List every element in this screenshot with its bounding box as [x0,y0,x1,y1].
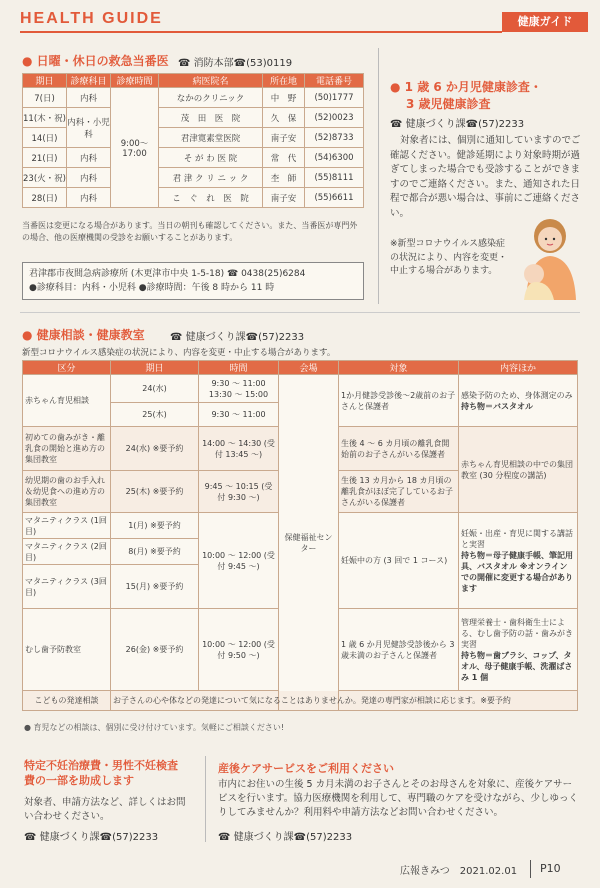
checkup-covid-note: ※新型コロナウイルス感染症の状況により、内容を変更・中止する場合があります。 [390,239,508,276]
table-row: マタニティクラス (2回目) 8(月) ※要予約 [23,539,578,565]
postnatal-body: 市内にお住いの生後 5 カ月未満のお子さんとそのお母さんを対象に、産後ケアサービスを行います。協力医療機関を利用して、専門職のケアを受けながら、少しゆっくりしてみませんか？利用料や申請方法などお問い合わせください。 [218,779,578,818]
night-clinic-box [22,262,364,300]
postnatal-title: 産後ケアサービスをご利用ください [218,762,394,775]
emergency-row: 23(火・祝) 内科 君 津 ク リ ニ ッ ク 杢 師 (55)8111 [23,168,364,188]
footer-divider [530,860,531,878]
page-number: P10 [540,862,561,875]
bottom-divider [205,756,206,842]
postnatal-phone: ☎ 健康づくり課☎(57)2233 [218,832,353,843]
emergency-table [22,73,364,208]
checkup-body: 対象者には、個別に通知していますのでご確認ください。健診延期により対象時期が過ぎてしまった場合でも受診することができますのでご連絡ください。また、通知された日程で都合が悪い場合は、事前にご連絡ください。 [390,135,581,219]
infertility-phone: ☎ 健康づくり課☎(57)2233 [24,832,159,843]
emergency-row: 7(日) 内科 9:00～17:00 なかのクリニック 中 野 (50)1777 [23,88,364,108]
emergency-row: 28(日) 内科 こ ぐ れ 医 院 南子安 (55)6611 [23,188,364,208]
phone-icon: ☎ [24,832,37,843]
checkup-phone: ☎ 健康づくり課☎(57)2233 [390,119,525,130]
emergency-hours: 9:00～17:00 [111,88,159,208]
table-row: 25(木) 9:30 ～ 11:00 [23,403,578,427]
mother-baby-illustration [504,216,588,300]
consult-table [22,360,578,711]
table-row: むし歯予防教室 26(金) ※要予約 10:00 ～ 12:00 (受付 9:50 ～) 1 歳 6 か月児健診受診後から 3 歳未満のお子さんと保護者 管理栄養士・歯科衛生士による、むし歯予防の話・歯みがき実習 持ち物＝歯ブラシ、コップ、タオル、母子健康手帳、洗濯ばさみ 1 個 [23,609,578,691]
phone-icon: ☎ [170,332,183,343]
consult-table-header: 区分 期日 時間 会場 対象 内容ほか [23,361,578,375]
consult-heading: ● 健康相談・健康教室 [22,328,145,342]
page-header-title: HEALTH GUIDE [20,10,163,27]
footer-publication: 広報きみつ 2021.02.01 [400,866,518,877]
phone-icon: ☎ [390,119,403,130]
checkup-heading: ● 1 歳 6 か月児健康診査・ [390,80,542,94]
venue: 保健福祉センター [279,375,339,711]
emergency-phone: ☎ 消防本部☎(53)0119 [178,58,293,69]
infertility-title: 特定不妊治療費・男性不妊検査 費の一部を助成します [24,759,178,787]
column-divider [378,48,379,304]
table-row: マタニティクラス (3回目) 15(月) ※要予約 [23,565,578,609]
table-row: 初めての歯みがき・離乳食の開始と進め方の集団教室 24(水) ※要予約 14:00 ～ 14:30 (受付 13:45 ～) 生後 4 ～ 6 カ月頃の離乳食開始前のお子さんがいる保護者 赤ちゃん育児相談の中での集団教室 (30 分程度の講話) [23,427,578,471]
phone-icon: ☎ [218,832,231,843]
section-divider [20,312,580,313]
night-clinic-info: ●診療科目：内科・小児科 ●診療時間：午後 8 時から 11 時 [29,283,275,293]
consult-phone: ☎ 健康づくり課☎(57)2233 [170,332,305,343]
phone-icon: ☎ [178,58,191,69]
infertility-body: 対象者、申請方法など、詳しくはお問い合わせください。 [24,797,186,822]
consult-footnote: ● 育児などの相談は、個別に受け付けています。気軽にご相談ください! [24,723,285,732]
night-clinic-address: 君津郡市夜間急病診療所 (木更津市中央 1-5-18) ☎ 0438(25)6284 [29,269,306,279]
consult-intro: 新型コロナウイルス感染症の状況により、内容を変更・中止する場合があります。 [22,348,336,358]
table-row: 赤ちゃん育児相談 24(水) 9:30 ～ 11:00 13:30 ～ 15:00 保健福祉センター 1か月健診受診後～2歳前のお子さんと保護者 感染予防のため、身体測定のみ 持ち物＝バスタオル [23,375,578,403]
table-row: マタニティクラス (1回目) 1(月) ※要予約 10:00 ～ 12:00 (受付 9:45 ～) 妊娠中の方 (3 回で 1 コース) 妊娠・出産・育児に関する講話と実習 持ち物＝母子健康手帳、筆記用具、バスタオル ※オンラインでの開催に変更する場合があります [23,513,578,539]
emergency-row: 14(日) 君津寛素堂医院 南子安 (52)8733 [23,128,364,148]
header-rule [20,31,502,33]
emergency-table-header: 期日 診療科目 診療時間 病医院名 所在地 電話番号 [23,74,364,88]
emergency-heading: ● 日曜・休日の救急当番医 [22,54,169,68]
checkup-heading-2: 3 歳児健康診査 [406,97,491,111]
emergency-row: 21(日) 内科 そ が わ 医 院 常 代 (54)6300 [23,148,364,168]
table-row: こどもの発達相談 お子さんの心や体などの発達について気になることはありませんか。発達の専門家が相談に応じます。※要予約 [23,691,578,711]
table-row: 幼児期の歯のお手入れ＆幼児食への進め方の集団教室 25(木) ※要予約 9:45 ～ 10:15 (受付 9:30 ～) 生後 13 カ月から 18 カ月頃の離乳食がほぼ完了しているお子さんがいる保護者 [23,471,578,513]
emergency-row: 11(木・祝) 内科・小児科 茂 田 医 院 久 保 (52)0023 [23,108,364,128]
header-badge: 健康ガイド [502,12,588,32]
emergency-note: 当番医は変更になる場合があります。当日の朝刊も確認してください。また、当番医が専門外の場合、他の医療機関の受診をお願いすることがあります。 [22,221,358,242]
